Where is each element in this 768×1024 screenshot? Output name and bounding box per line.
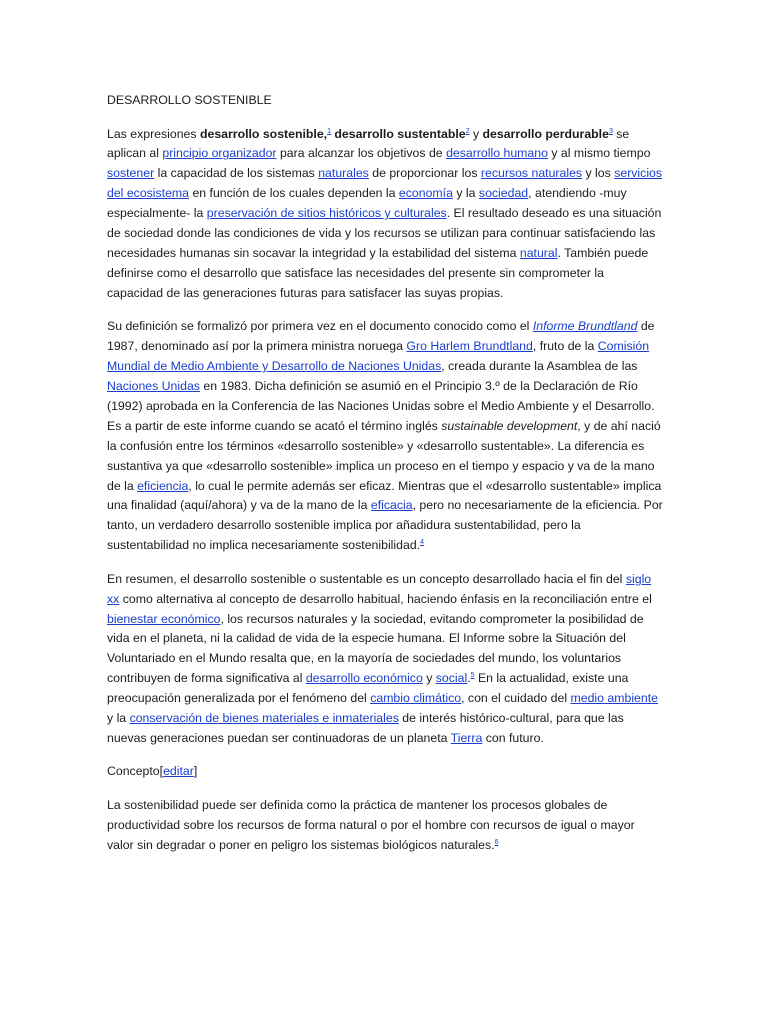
section-heading-concepto (107, 762, 663, 782)
link-medio-ambiente[interactable]: medio ambiente (570, 691, 658, 706)
paragraph-sostenibilidad (107, 796, 663, 856)
section-label: Concepto[ (107, 764, 164, 779)
text: de interés histórico-cultural, para que las nuevas generaciones puedan ser continuadoras de un planeta (107, 711, 624, 745)
text: La sostenibilidad puede ser definida como la práctica de mantener los procesos globales de productividad sobre los recursos de forma natural o por el hombre con recursos de igual o mayor valor sin degradar o poner en peligro los sistemas biológicos naturales. (107, 797, 635, 852)
text: en 1983. Dicha definición se asumió en el Principio 3.º de la Declaración de Río (1992) aprobada en la Conferencia de las Naciones Unidas sobre el Medio Ambiente y el Desarrollo. Es a partir de este informe cuando se acató el término inglés (107, 378, 655, 433)
text: Su definición se formalizó por primera vez en el documento conocido como el (107, 319, 533, 334)
paragraph-resumen (107, 570, 663, 749)
edit-link[interactable]: editar (163, 764, 194, 779)
text: , los recursos naturales y la sociedad, evitando comprometer la posibilidad de vida en el planeta, ni la calidad de vida de la especie humana. El Informe sobre la Situación del Voluntariado en el Mundo resalta que, en la mayoría de sociedades del mundo, los voluntarios contribuyen de forma significativa al (107, 611, 644, 686)
footnote-ref (420, 539, 424, 546)
link-desarrollo-humano[interactable]: desarrollo humano (446, 146, 548, 161)
text: . También puede definirse como el desarrollo que satisface las necesidades del presente sin comprometer la capacidad de las generaciones futuras para satisfacer las suyas propias. (107, 245, 649, 300)
footnote-link[interactable]: 3 (608, 127, 613, 135)
link-tierra[interactable]: Tierra (450, 730, 483, 745)
link-natural[interactable]: natural (519, 245, 558, 260)
link-informe-brundtland[interactable] (533, 319, 638, 333)
text: , pero no necesariamente de la eficiencia. Por tanto, un verdadero desarrollo sostenible implica por añadidura sustentabilidad, pero la sustentabilidad no implica necesariamente sostenibilidad. (107, 498, 663, 553)
paragraph-definicion (107, 317, 663, 556)
section-bracket: ] (193, 764, 198, 779)
text: , fruto de la (532, 339, 598, 354)
text: y (422, 671, 436, 686)
footnote-ref (495, 839, 499, 846)
italic-term: sustainable development (441, 418, 578, 433)
footnote-link[interactable]: 5 (470, 672, 475, 680)
text: con futuro. (482, 730, 544, 745)
link-sostener[interactable]: sostener (107, 166, 155, 181)
text: de proporcionar los (368, 166, 481, 181)
link-gro-harlem-brundtland[interactable]: Gro Harlem Brundtland (406, 339, 533, 354)
text: . El resultado deseado es una situación de sociedad donde las condiciones de vida y los recursos se utilizan para continuar satisfaciendo las necesidades humanas sin socavar la integridad y la estabilidad del sistema (107, 206, 662, 260)
footnote-link[interactable]: 4 (420, 539, 424, 547)
text: y la (107, 711, 130, 726)
footnote-link[interactable]: 1 (327, 127, 331, 135)
text: En resumen, el desarrollo sostenible o sustentable es un concepto desarrollado hacia el fin del (107, 571, 626, 586)
link-sociedad[interactable]: sociedad (478, 186, 529, 201)
text: como alternativa al concepto de desarrollo habitual, haciendo énfasis en la reconciliación entre el (119, 591, 652, 606)
text: y (469, 126, 483, 141)
text: , con el cuidado del (461, 691, 571, 706)
text: , atendiendo -muy especialmente- la (107, 186, 627, 221)
link-social[interactable]: social (435, 671, 468, 686)
paragraph-intro (107, 125, 663, 304)
link-principio-organizador[interactable]: principio organizador (162, 146, 277, 161)
text: , creada durante la Asamblea de las (441, 359, 638, 374)
text: Las expresiones (107, 126, 200, 141)
footnote-link[interactable]: 2 (465, 127, 470, 135)
text: y la (452, 186, 479, 201)
text: . (467, 671, 471, 686)
text: y al mismo tiempo (547, 146, 651, 161)
footnote-link[interactable]: 6 (494, 838, 499, 846)
text: se aplican al (107, 126, 630, 161)
link-recursos-naturales[interactable]: recursos naturales (480, 166, 583, 181)
text: En la actualidad, existe una preocupación generalizada por el fenómeno del (107, 671, 629, 706)
document-title: DESARROLLO SOSTENIBLE (107, 93, 272, 107)
link-siglo-xx[interactable]: siglo xx (107, 571, 652, 606)
link-economia[interactable]: economía (398, 186, 453, 201)
text: de 1987, denominado así por la primera ministra noruega (107, 319, 655, 354)
link-comision-mundial[interactable]: Comisión Mundial de Medio Ambiente y Desarrollo de Naciones Unidas (107, 339, 650, 374)
link-servicios-ecosistema[interactable]: servicios del ecosistema (107, 166, 663, 201)
link-eficiencia[interactable]: eficiencia (137, 478, 189, 493)
bold-term: desarrollo perdurable (482, 126, 609, 141)
link-cambio-climatico[interactable]: cambio climático (370, 691, 462, 706)
link-eficacia[interactable]: eficacia (370, 498, 413, 513)
link-naturales[interactable]: naturales (318, 166, 369, 181)
link-bienestar-economico[interactable]: bienestar económico (107, 611, 221, 626)
link-naciones-unidas[interactable]: Naciones Unidas (107, 378, 200, 393)
text: para alcanzar los objetivos de (276, 146, 447, 161)
link-conservacion-bienes[interactable]: conservación de bienes materiales e inmateriales (129, 711, 399, 726)
text: y los (582, 166, 615, 181)
text: la capacidad de los sistemas (154, 166, 319, 181)
text: , y de ahí nació la confusión entre los términos «desarrollo sostenible» y «desarrollo sustentable». La diferencia es sustantiva ya que «desarrollo sostenible» implica un proceso en el tiempo y espacio y va de la mano de la (107, 418, 661, 493)
document-page (107, 91, 663, 869)
bold-term: desarrollo sostenible, (199, 126, 328, 141)
bold-term: desarrollo sustentable (334, 126, 466, 141)
italic-link-text: Informe Brundtland (532, 319, 638, 334)
link-desarrollo-economico[interactable]: desarrollo económico (305, 671, 423, 686)
text: , lo cual le permite además ser eficaz. Mientras que el «desarrollo sustentable» implica una finalidad (aquí/ahora) y va de la mano de la (107, 478, 662, 513)
text: en función de los cuales dependen la (189, 186, 399, 201)
link-preservacion-sitios[interactable]: preservación de sitios históricos y culturales (206, 206, 447, 221)
